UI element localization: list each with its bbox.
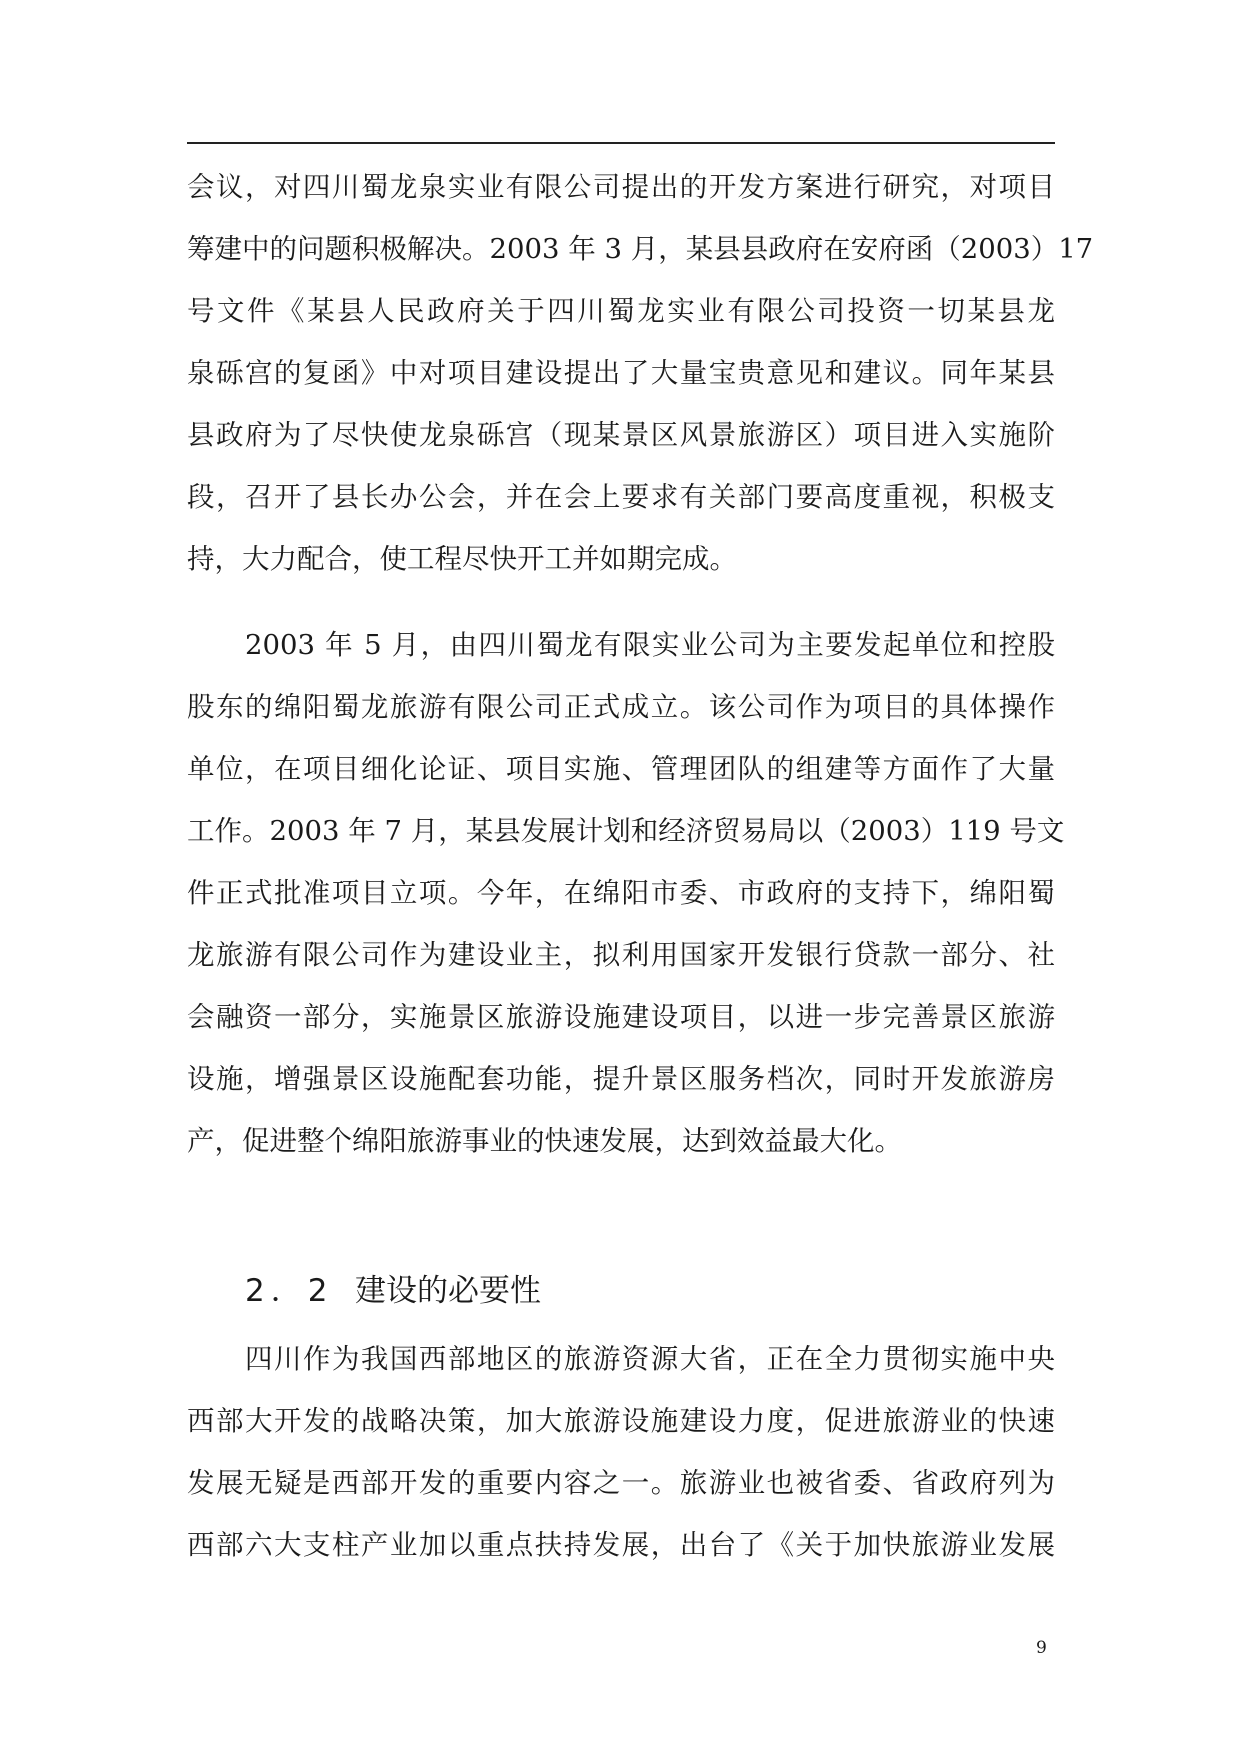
paragraph-line: 件正式批准项目立项。今年，在绵阳市委、市政府的支持下，绵阳蜀 bbox=[187, 877, 1055, 909]
paragraph-line: 工作。2003 年 7 月，某县发展计划和经济贸易局以（2003）119 号文 bbox=[187, 815, 1065, 847]
header-rule bbox=[187, 142, 1055, 144]
paragraph-line: 会议，对四川蜀龙泉实业有限公司提出的开发方案进行研究，对项目 bbox=[187, 171, 1055, 203]
paragraph-line: 县政府为了尽快使龙泉砾宫（现某景区风景旅游区）项目进入实施阶 bbox=[187, 419, 1055, 451]
paragraph-1 bbox=[187, 156, 1094, 590]
section-heading bbox=[245, 1260, 541, 1322]
paragraph-line: 号文件《某县人民政府关于四川蜀龙实业有限公司投资一切某县龙 bbox=[187, 295, 1055, 327]
section-number: 2．2 bbox=[245, 1273, 334, 1309]
paragraph-line: 单位，在项目细化论证、项目实施、管理团队的组建等方面作了大量 bbox=[187, 753, 1055, 785]
paragraph-line: 段，召开了县长办公会，并在会上要求有关部门要高度重视，积极支 bbox=[187, 481, 1055, 513]
page-number: 9 bbox=[1036, 1638, 1047, 1658]
paragraph-line: 四川作为我国西部地区的旅游资源大省，正在全力贯彻实施中央 bbox=[245, 1343, 1055, 1375]
paragraph-line: 筹建中的问题积极解决。2003 年 3 月，某县县政府在安府函（2003）17 bbox=[187, 233, 1094, 265]
paragraph-line: 龙旅游有限公司作为建设业主，拟利用国家开发银行贷款一部分、社 bbox=[187, 939, 1055, 971]
paragraph-2 bbox=[187, 614, 1065, 1172]
paragraph-line: 西部大开发的战略决策，加大旅游设施建设力度，促进旅游业的快速 bbox=[187, 1405, 1055, 1437]
section-title: 建设的必要性 bbox=[355, 1273, 541, 1309]
paragraph-line: 2003 年 5 月，由四川蜀龙有限实业公司为主要发起单位和控股 bbox=[245, 629, 1055, 661]
paragraph-line: 发展无疑是西部开发的重要内容之一。旅游业也被省委、省政府列为 bbox=[187, 1467, 1055, 1499]
paragraph-line: 西部六大支柱产业加以重点扶持发展，出台了《关于加快旅游业发展 bbox=[187, 1529, 1055, 1561]
paragraph-line: 泉砾宫的复函》中对项目建设提出了大量宝贵意见和建议。同年某县 bbox=[187, 357, 1055, 389]
paragraph-line: 股东的绵阳蜀龙旅游有限公司正式成立。该公司作为项目的具体操作 bbox=[187, 691, 1055, 723]
paragraph-3 bbox=[187, 1328, 1055, 1576]
paragraph-line: 设施，增强景区设施配套功能，提升景区服务档次，同时开发旅游房 bbox=[187, 1063, 1055, 1095]
paragraph-line: 产，促进整个绵阳旅游事业的快速发展，达到效益最大化。 bbox=[187, 1125, 902, 1157]
paragraph-line: 会融资一部分，实施景区旅游设施建设项目，以进一步完善景区旅游 bbox=[187, 1001, 1055, 1033]
paragraph-line: 持，大力配合，使工程尽快开工并如期完成。 bbox=[187, 543, 737, 575]
